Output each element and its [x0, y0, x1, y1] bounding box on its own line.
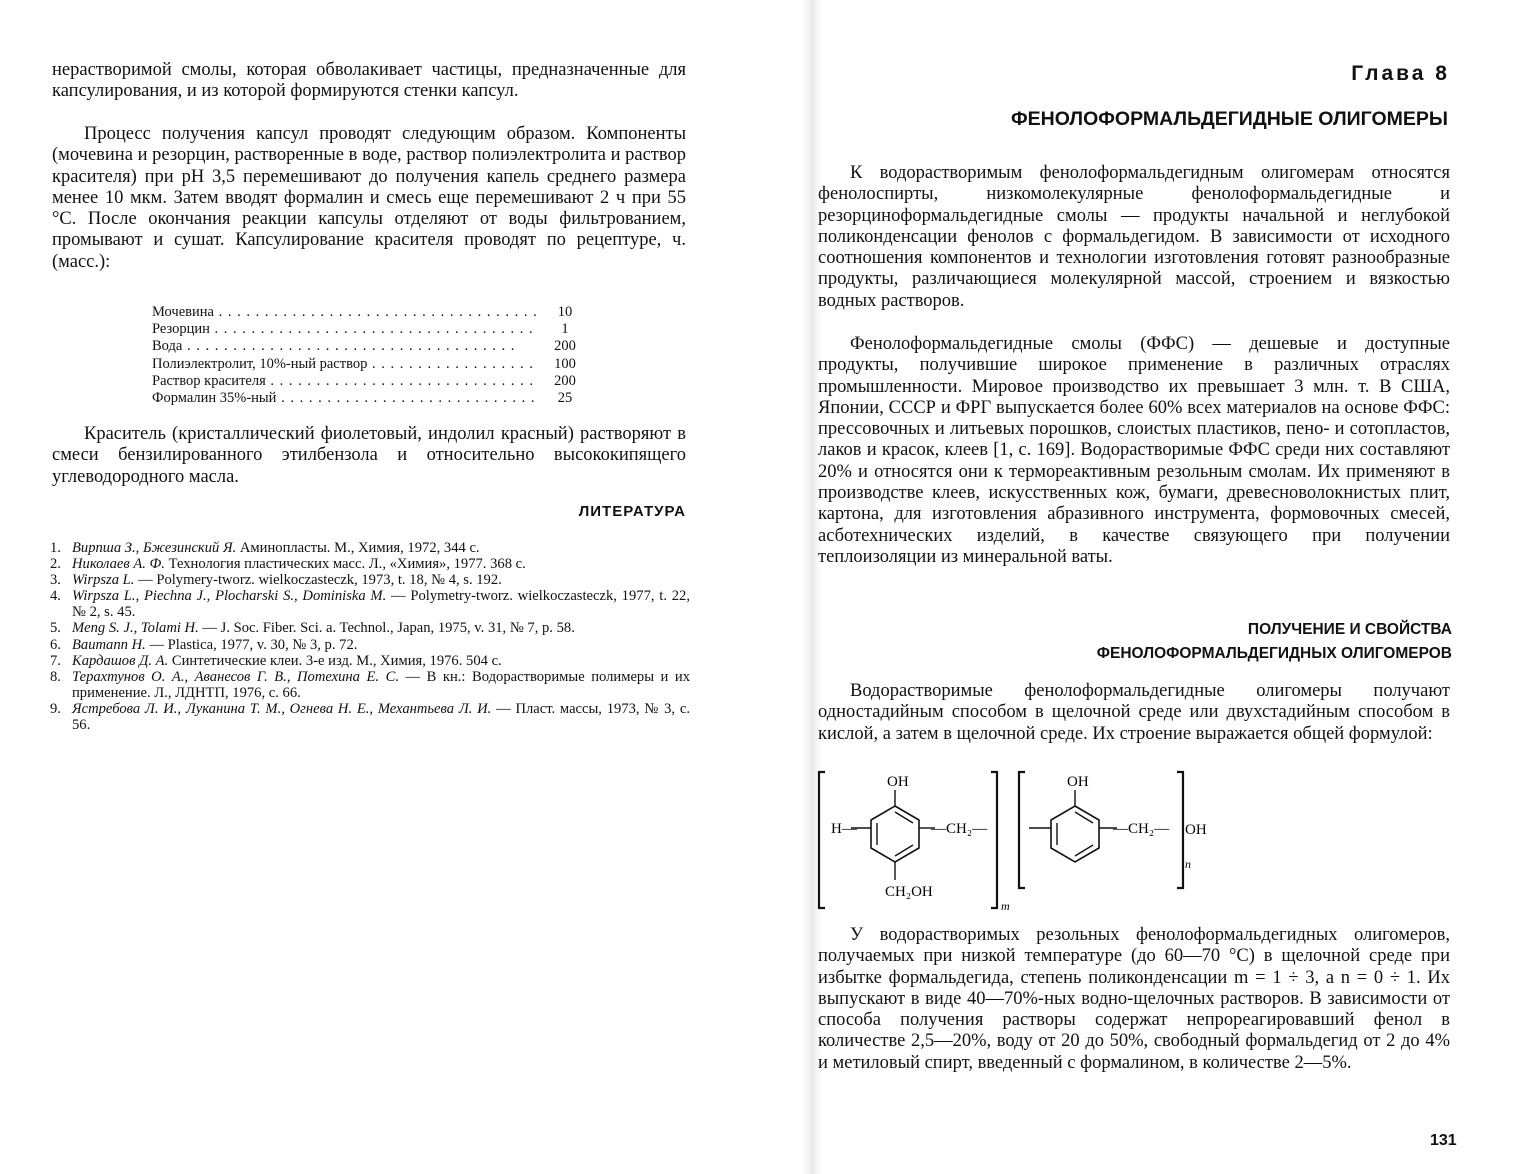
page-number: 131	[1430, 1132, 1457, 1149]
reference-item	[50, 653, 690, 669]
reference-authors: Wirpsza L.	[72, 572, 135, 589]
recipe-name: Резорцин . . .	[152, 321, 538, 338]
reference-text: Технология пластических масс. Л., «Химия», 1977. 368 с.	[164, 556, 526, 573]
oh-label-2: OH	[1067, 774, 1089, 790]
ring-2-double-bond	[1075, 812, 1093, 823]
reference-authors: Wirpsza L., Piechna J., Plocharski S., Dominiska M.	[72, 588, 387, 605]
left-paragraph-3: Краситель (кристаллический фиолетовый, индолил красный) растворяют в смеси бензилированного этилбензола и относительно высококипящего углеводородного масла.	[52, 424, 686, 487]
chapter-label: Глава 8	[1351, 62, 1450, 85]
reference-item	[50, 540, 690, 556]
oh-label-1: OH	[887, 774, 909, 790]
right-paragraph-2: Фенолоформальдегидные смолы (ФФС) — дешевые и доступные продукты, получившие широкое применение в различных отраслях промышленности. Мировое производство их превышает 3 млн. т. В США, Японии, СССР и ФРГ выпускается более 60% всех материалов на основе ФФС: прессовочных и литьевых порошков, слоистых пластиков, пено- и сотопластов, лаков и красок, клеев [1, с. 169]. Водорастворимые ФФС среди них составляют 20% и относятся они к термореактивным резольным смолам. Их применяют в производстве клеев, искусственных кож, бумаги, древесноволокнистых плит, картона, для изготовления абразивного инструмента, формовочных смесей, асботехнических изделий, в качестве связующего при получении теплоизоляции из минеральной ваты.	[818, 334, 1450, 567]
reference-text: Аминопласты. М., Химия, 1972, 344 с.	[236, 540, 480, 556]
recipe-name: Вода . . .	[152, 338, 538, 355]
reference-text: — J. Soc. Fiber. Sci. a. Technol., Japan, 1975, v. 31, № 7, p. 58.	[198, 620, 575, 637]
reference-authors: Вирпша З., Бжезинский Я.	[72, 540, 237, 556]
ch2oh-label: CH₂OH	[885, 884, 933, 900]
recipe-row	[152, 373, 592, 390]
right-paragraph-4: У водорастворимых резольных фенолоформальдегидных олигомеров, получаемых при низкой температуре (до 60—70 °С) в щелочной среде при избытке формальдегида, степень поликонденсации m = 1 ÷ 3, а n = 0 ÷ 1. Их выпускают в виде 40—70%-ных водно-щелочных растворов. В зависимости от способа получения растворы содержат непрореагировавший фенол в количестве 2,5—20%, воду от 20 до 50%, свободный формальдегид от 2 до 4% и метиловый спирт, введенный с формалином, в количестве 2—5%.	[818, 925, 1450, 1073]
reference-number: 6.	[50, 636, 61, 653]
recipe-row	[152, 390, 592, 407]
section-title-line-2: ФЕНОЛОФОРМАЛЬДЕГИДНЫХ ОЛИГОМЕРОВ	[1096, 645, 1452, 662]
bracket-n-right	[1177, 772, 1183, 888]
recipe-name: Раствор красителя . . .	[152, 373, 538, 390]
subscript-m: m	[1001, 899, 1010, 913]
recipe-name: Формалин 35%-ный . . .	[152, 390, 538, 407]
ring-1-double-bond	[895, 812, 913, 823]
ch2-label-2: —CH₂—	[1113, 821, 1170, 837]
reference-authors: Терахтунов О. А., Аванесов Г. В., Потехина Е. С.	[72, 668, 399, 685]
reference-item	[50, 588, 690, 620]
recipe-value: 25	[557, 390, 573, 407]
reference-text: — Plastica, 1977, v. 30, № 3, p. 72.	[145, 636, 358, 653]
recipe-value: 10	[557, 304, 573, 320]
reference-authors: Ястребова Л. И., Луканина Т. М., Огнева Н. Е., Механтьева Л. И.	[72, 700, 492, 717]
reference-number: 5.	[50, 620, 61, 637]
h-label: H—	[831, 821, 857, 837]
recipe-row	[152, 321, 592, 338]
recipe-name: Мочевина . . .	[152, 304, 538, 321]
references-list	[50, 540, 690, 733]
reference-authors: Николаев А. Ф.	[72, 556, 165, 573]
right-paragraph-3: Водорастворимые фенолоформальдегидные олигомеры получают одностадийным способом в щелочной среде или двухстадийным способом в кислой, а затем в щелочной среде. Их строение выражается общей формулой:	[818, 681, 1450, 744]
reference-text: — Polymetry-tworz. wielkoczasteczk, 1977, t. 22, № 2, s. 45.	[72, 588, 690, 621]
reference-authors: Кардашов Д. А.	[72, 652, 169, 669]
recipe-row	[152, 356, 592, 373]
recipe-table	[152, 304, 592, 407]
right-paragraph-1: К водорастворимым фенолоформальдегидным олигомерам относятся фенолоспирты, низкомолекулярные фенолоформальдегидные и резорциноформальдегидные смолы — продукты начальной и неглубокой поликонденсации фенолов с формальдегидом. В зависимости от исходного соотношения компонентов и технологии изготовления готовят разнообразные продукты, различающиеся молекулярной массой, строением и вязкостью водных растворов.	[818, 163, 1450, 311]
ring-2-double-bond	[1075, 845, 1093, 856]
reference-number: 9.	[50, 700, 61, 717]
bracket-n-left	[1019, 772, 1025, 888]
recipe-row	[152, 304, 592, 321]
section-title-line-1: ПОЛУЧЕНИЕ И СВОЙСТВА	[1247, 621, 1452, 638]
recipe-value: 200	[554, 338, 576, 355]
structural-formula	[815, 768, 1235, 916]
ring-1-double-bond	[895, 845, 913, 856]
bracket-m-left	[819, 772, 825, 908]
references-heading: ЛИТЕРАТУРА	[578, 503, 686, 520]
reference-number: 1.	[50, 540, 61, 556]
left-paragraph-1: нерастворимой смолы, которая обволакивает частицы, предназначенные для капсулирования, и из которой формируются стенки капсул.	[52, 60, 686, 102]
reference-text: — Пласт. массы, 1973, № 3, с. 56.	[72, 700, 690, 734]
reference-text: — В кн.: Водорастворимые полимеры и их применение. Л., ЛДНТП, 1976, с. 66.	[72, 668, 690, 701]
reference-number: 2.	[50, 556, 61, 573]
bracket-m-right	[991, 772, 997, 908]
oh-end-label: OH	[1185, 822, 1207, 838]
reference-item	[50, 701, 690, 733]
recipe-value: 100	[554, 355, 576, 372]
reference-item	[50, 669, 690, 701]
benzene-ring-2	[1051, 806, 1099, 862]
chapter-title: ФЕНОЛОФОРМАЛЬДЕГИДНЫЕ ОЛИГОМЕРЫ	[1011, 108, 1448, 130]
ch2-label-1: —CH₂—	[931, 821, 988, 837]
subscript-n: n	[1185, 857, 1191, 871]
recipe-value: 1	[561, 321, 569, 338]
left-paragraph-2: Процесс получения капсул проводят следующим образом. Компоненты (мочевина и резорцин, растворенные в воде, раствор полиэлектролита и раствор красителя) при pH 3,5 перемешивают до получения капель среднего размера менее 10 мкм. Затем вводят формалин и смесь еще перемешивают 2 ч при 55 °С. После окончания реакции капсулы отделяют от воды фильтрованием, промывают и сушат. Капсулирование красителя проводят по рецептуре, ч. (масс.):	[52, 124, 686, 272]
recipe-value: 200	[554, 372, 576, 389]
benzene-ring-1	[871, 806, 919, 862]
reference-item	[50, 556, 690, 572]
recipe-row	[152, 338, 592, 355]
reference-text: Синтетические клеи. 3-е изд. М., Химия, 1976. 504 с.	[168, 652, 502, 669]
reference-number: 8.	[50, 668, 61, 685]
reference-authors: Baumann H.	[72, 636, 146, 653]
reference-number: 4.	[50, 588, 61, 605]
reference-item	[50, 637, 690, 653]
reference-authors: Meng S. J., Tolami H.	[72, 620, 199, 637]
recipe-name: Полиэлектролит, 10%-ный раствор . . .	[152, 356, 538, 373]
reference-text: — Polymery-tworz. wielkoczasteczk, 1973, t. 18, № 4, s. 192.	[134, 572, 502, 589]
reference-number: 3.	[50, 572, 61, 589]
reference-item	[50, 620, 690, 636]
reference-item	[50, 572, 690, 588]
reference-number: 7.	[50, 652, 61, 669]
